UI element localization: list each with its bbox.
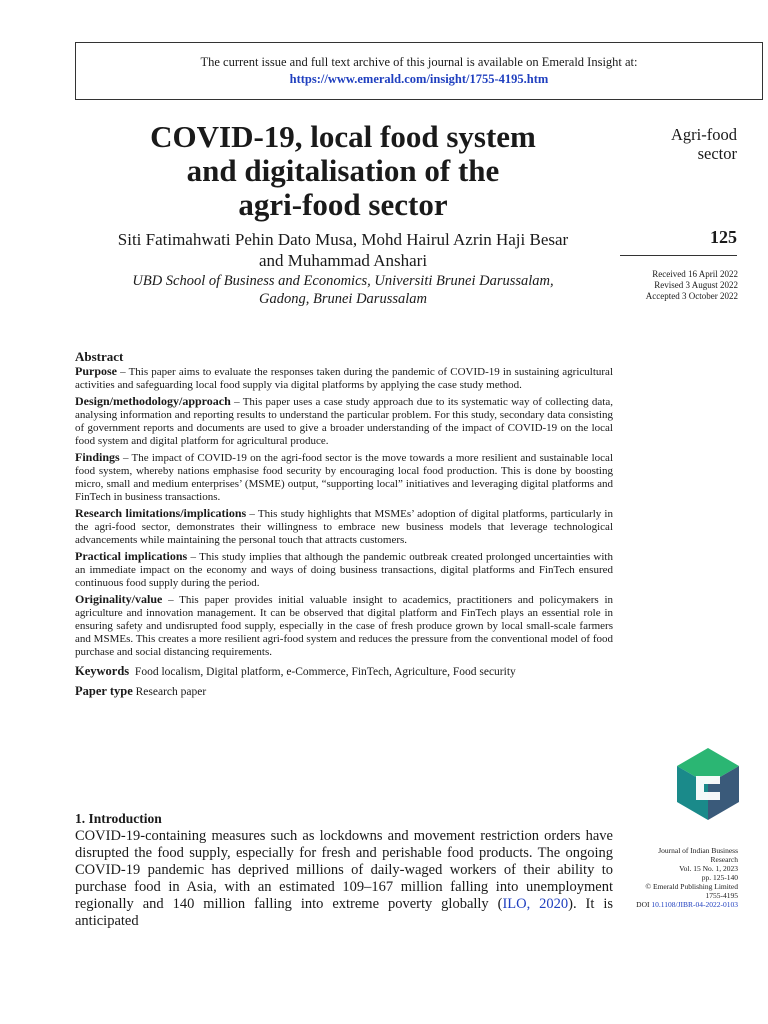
keywords-label: Keywords <box>75 664 130 678</box>
title-line-1: COVID-19, local food system <box>150 119 536 154</box>
paper-title <box>75 120 611 222</box>
abstract-text: – This paper provides initial valuable insight to academics, practitioners and policymakers in agriculture and innovation management. It can be observed that digital platform and FinTech plays an essential role in ensuring safety and undisrupted food supply, especially in the case of fresh produce grown by local small-scale farmers and MSMEs. This creates a more resilient agri-food system and reduces the pressure from the conventional model of food purchase and social distancing requirements. <box>75 594 613 658</box>
abstract-text: – This study implies that although the pandemic outbreak created prolonged uncertainties with an immediate impact on the economy and ways of doing business transactions, digital platforms and FinTech ensured continuous food supply during the period. <box>75 551 613 589</box>
paper-type <box>75 685 613 699</box>
page-number-rule <box>620 255 737 256</box>
abstract-block <box>75 350 613 699</box>
abstract-purpose <box>75 365 613 392</box>
section-label-line-1: Agri-food <box>671 125 737 144</box>
authors-line-1: Siti Fatimahwati Pehin Dato Musa, Mohd Hairul Azrin Haji Besar <box>117 230 569 249</box>
doi-label: DOI <box>636 900 650 909</box>
keywords <box>75 665 613 679</box>
keywords-text: Food localism, Digital platform, e-Commerce, FinTech, Agriculture, Food security <box>134 666 516 678</box>
abstract-originality <box>75 593 613 659</box>
abstract-label: Originality/value <box>75 592 163 606</box>
journal-name-line-1: Journal of Indian Business <box>658 846 738 855</box>
doi-link[interactable]: 10.1108/JIBR-04-2022-0103 <box>651 900 738 909</box>
abstract-findings <box>75 451 613 504</box>
affiliation-line-2: Gadong, Brunei Darussalam <box>259 291 427 307</box>
paper-type-text: Research paper <box>135 686 207 698</box>
accepted-date: Accepted 3 October 2022 <box>645 291 738 301</box>
citation-link[interactable]: ILO, 2020 <box>502 896 569 912</box>
revised-date: Revised 3 August 2022 <box>654 280 738 290</box>
abstract-label: Practical implications <box>75 549 188 563</box>
abstract-text: – The impact of COVID-19 on the agri-food sector is the move towards a more resilient and sustainable local food system, whereby nations emphasise food security by encouraging local food production. This is done by boosting micro, small and medium enterprises’ (MSME) output, “supporting local” initiatives and leveraging digital platforms and FinTech in business transactions. <box>75 452 613 503</box>
article-history <box>600 269 738 302</box>
abstract-limitations <box>75 507 613 547</box>
journal-volume: Vol. 15 No. 1, 2023 <box>679 864 738 873</box>
abstract-text: – This paper uses a case study approach due to its systematic way of collecting data, analysing information and reporting results to understand the particular problem. For this study, secondary data consisting of government reports and documents are used to give a broader understanding of the impact of COVID-19 on the local food system and digital platform for agricultural produce. <box>75 396 613 447</box>
intro-text-before: COVID-19-containing measures such as lockdowns and movement restriction orders have disrupted the food supply, especially for fresh and perishable food products. The ongoing COVID-19 pandemic has deprived millions of daily-waged workers of their ability to purchase food in Asia, with an estimated 109–167 million falling into unemployment regionally and 140 million falling into extreme poverty globally ( <box>75 828 613 912</box>
paper-type-label: Paper type <box>75 684 133 698</box>
journal-name-line-2: Research <box>710 855 738 864</box>
abstract-label: Findings <box>75 450 120 464</box>
introduction-text <box>75 828 613 930</box>
archive-notice-text: The current issue and full text archive of this journal is available on Emerald Insight at: <box>200 55 638 69</box>
introduction-heading: 1. Introduction <box>75 811 162 826</box>
running-section-label <box>620 125 737 163</box>
page-number: 125 <box>710 227 737 247</box>
abstract-label: Research limitations/implications <box>75 506 247 520</box>
section-label-line-2: sector <box>697 144 737 163</box>
journal-publisher: © Emerald Publishing Limited <box>645 882 738 891</box>
abstract-design <box>75 395 613 448</box>
abstract-text: – This paper aims to evaluate the responses taken during the pandemic of COVID-19 in sustaining agricultural activities and safeguarding local food supply via digital platforms by applying the case study method. <box>75 366 613 391</box>
emerald-crossref-logo-icon <box>677 748 739 820</box>
abstract-heading: Abstract <box>75 349 124 364</box>
journal-doi <box>620 900 738 909</box>
author-list <box>75 229 611 271</box>
abstract-label: Purpose <box>75 364 117 378</box>
journal-issn: 1755-4195 <box>705 891 738 900</box>
author-affiliation <box>75 272 611 308</box>
abstract-practical <box>75 550 613 590</box>
intro-text-after: ). It is anticipated <box>75 896 614 929</box>
title-line-3: agri-food sector <box>238 187 448 222</box>
received-date: Received 16 April 2022 <box>652 269 738 279</box>
title-line-2: and digitalisation of the <box>186 153 500 188</box>
abstract-label: Design/methodology/approach <box>75 394 231 408</box>
archive-notice-box <box>75 42 763 100</box>
archive-link[interactable]: https://www.emerald.com/insight/1755-4195.htm <box>289 72 549 86</box>
journal-pages: pp. 125-140 <box>701 873 738 882</box>
journal-info <box>620 846 738 909</box>
affiliation-line-1: UBD School of Business and Economics, Universiti Brunei Darussalam, <box>132 273 554 289</box>
authors-line-2: and Muhammad Anshari <box>258 251 428 270</box>
abstract-text: – This study highlights that MSMEs’ adoption of digital platforms, particularly in the agri-food sector, demonstrates their willingness to embrace new business models that leverage technological advancements while maintaining the personal touch that attracts customers. <box>75 508 613 546</box>
